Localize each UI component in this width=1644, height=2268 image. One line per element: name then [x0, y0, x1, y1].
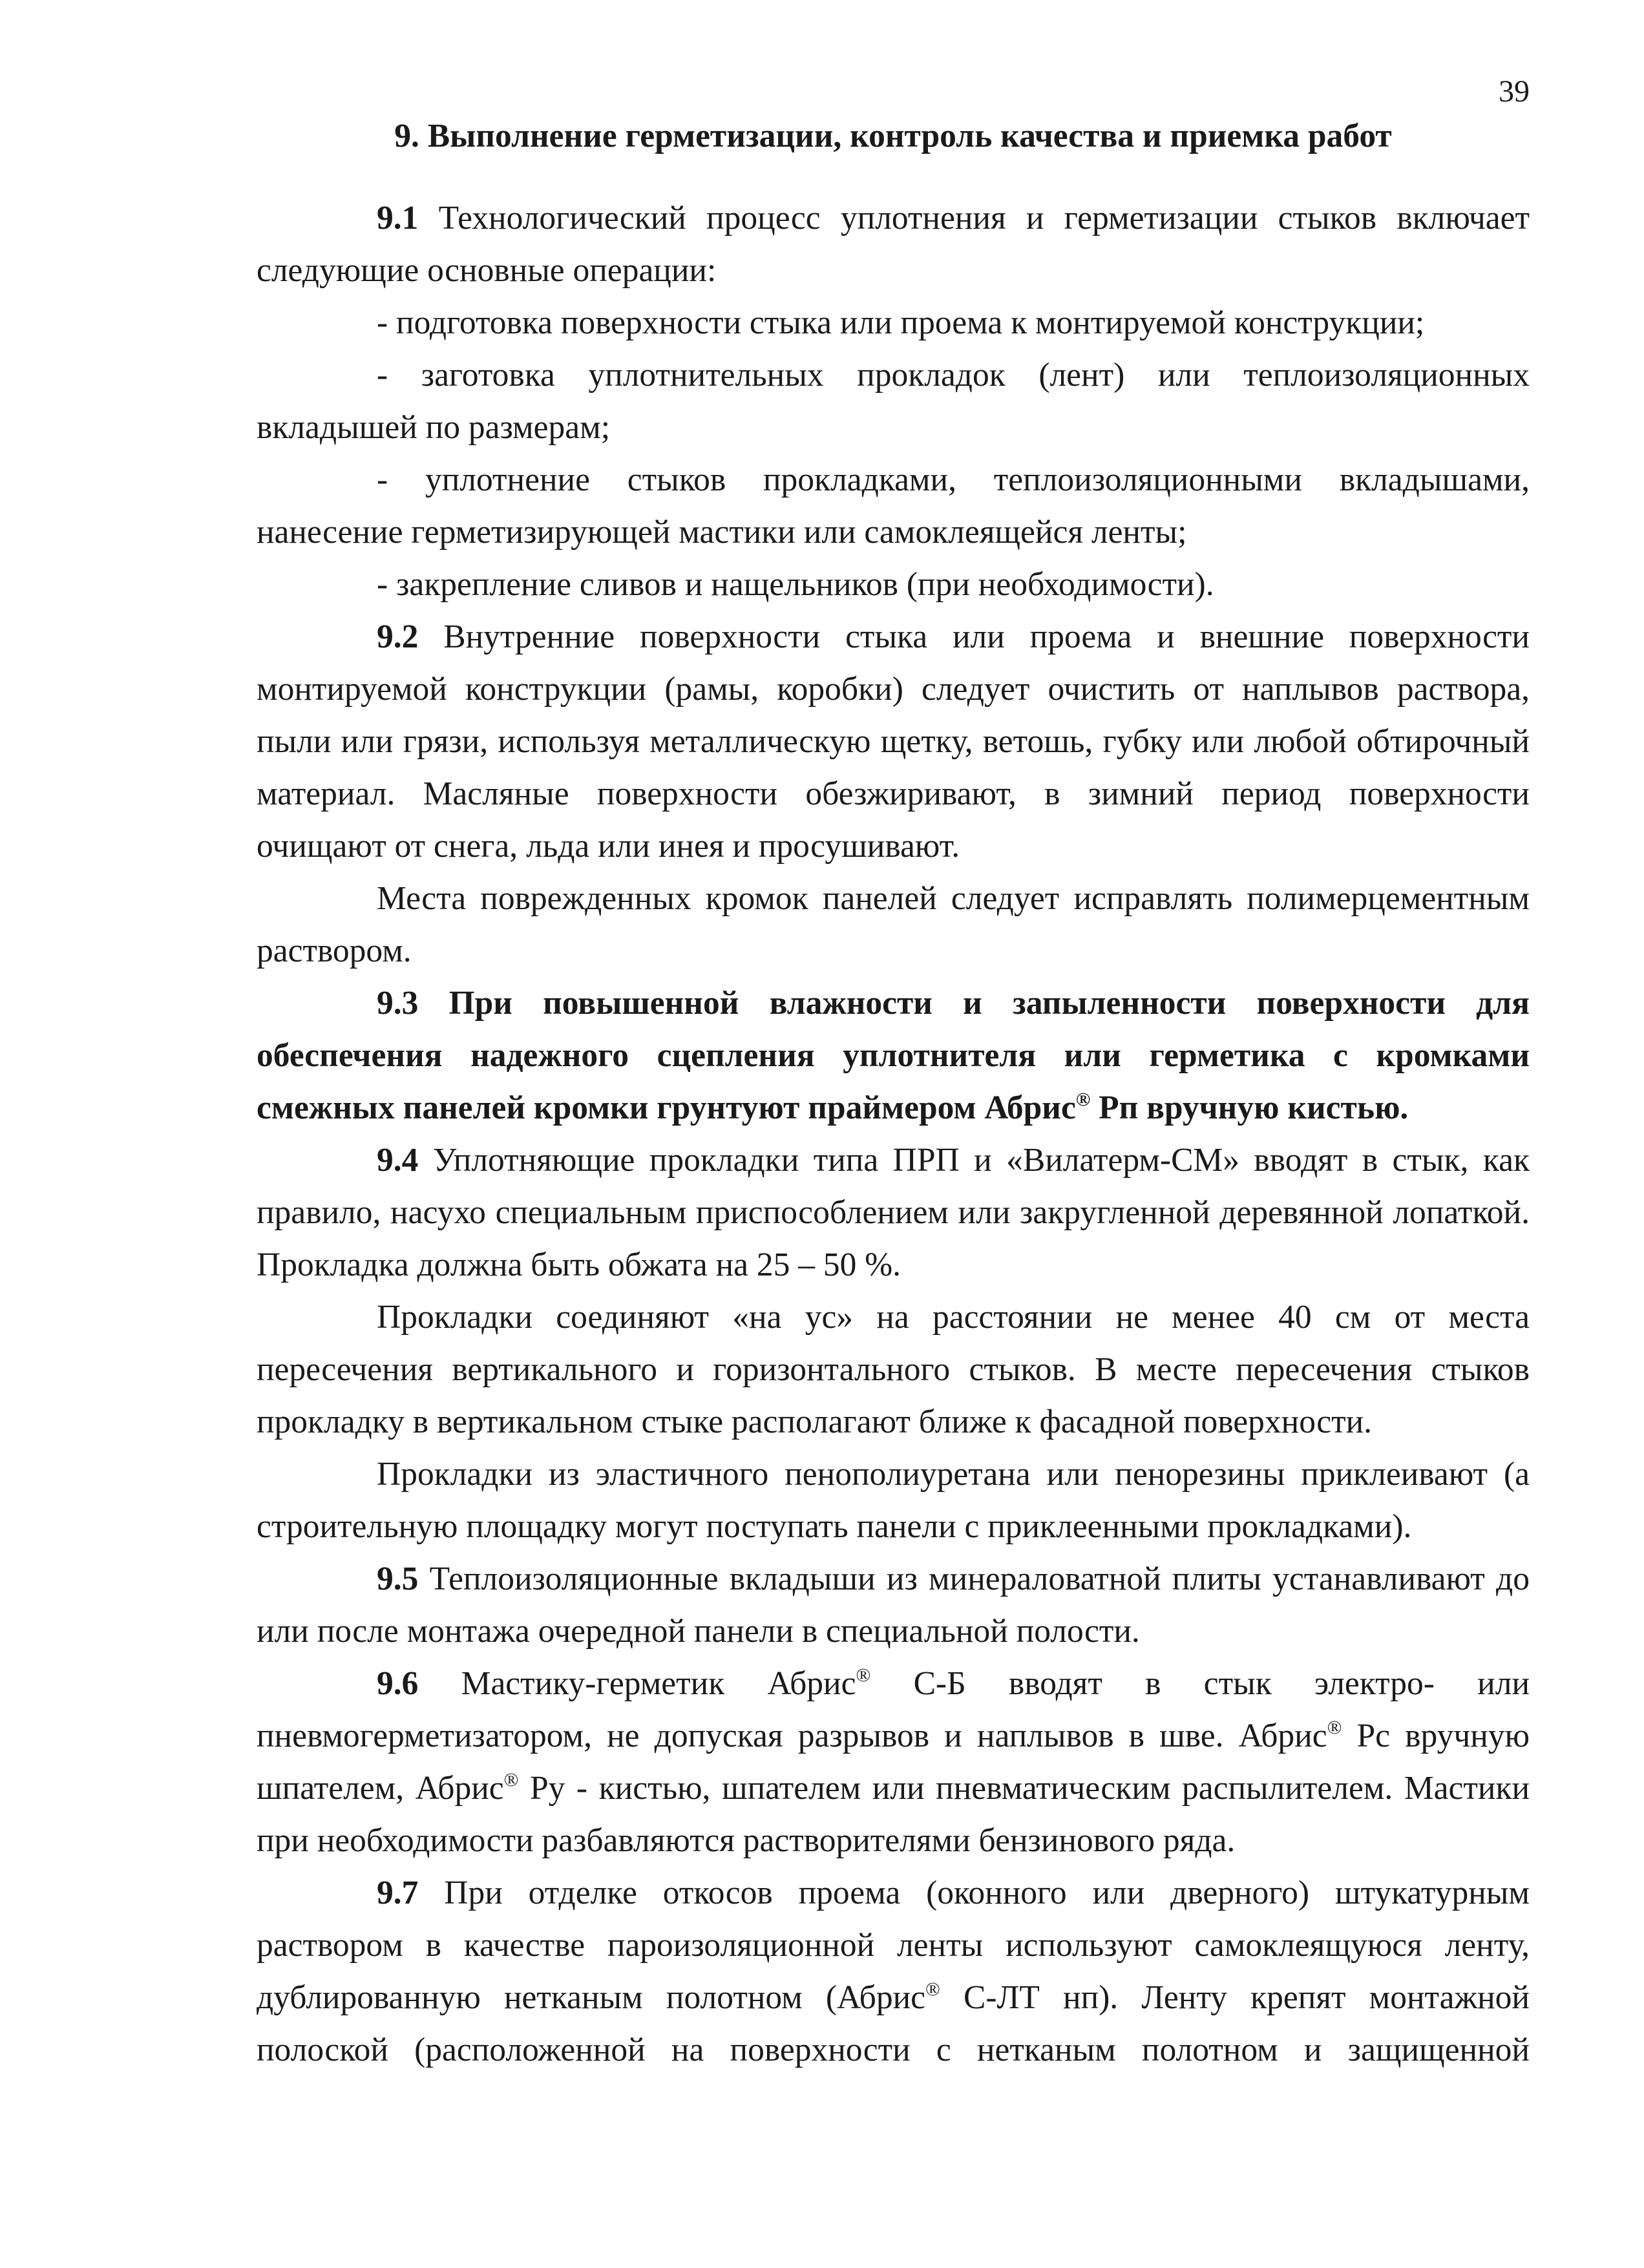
- registered-mark: ®: [1327, 1717, 1342, 1738]
- operation-item-2: - заготовка уплотнительных прокладок (лент) или теплоизоляционных вкладышей по размерам;: [257, 357, 1530, 446]
- registered-mark: ®: [856, 1664, 871, 1686]
- clause-text-2: С-ЛТ нп). Ленту крепят монтажной полоской (расположенной на поверхности с нетканым полотном и защищенной: [257, 1979, 1530, 2068]
- heading-spacer: [257, 162, 1530, 192]
- clause-text: Технологический процесс уплотнения и герметизации стыков включает следующие основные операции:: [257, 200, 1530, 289]
- clause-number: 9.4: [377, 1142, 419, 1179]
- clause-text: При отделке откосов проема (оконного или дверного) штукатурным раствором в качестве пароизоляционной ленты используют самоклеящуюся ленту, дублированную нетканым полотном (Абрис: [257, 1874, 1530, 2016]
- operation-item-4: - закрепление сливов и нащельников (при необходимости).: [377, 566, 1214, 603]
- section-heading: 9. Выполнение герметизации, контроль качества и приемка работ: [394, 118, 1392, 154]
- paragraph-9-2-continued: Места поврежденных кромок панелей следует исправлять полимерцементным раствором.: [257, 880, 1530, 969]
- clause-text-end: Рп вручную кистью.: [1090, 1089, 1409, 1126]
- clause-text: Уплотняющие прокладки типа ПРП и «Вилатерм-СМ» вводят в стык, как правило, насухо специальным приспособлением или закругленной деревянной лопаткой. Прокладка должна быть обжата на 25 – 50 %.: [257, 1142, 1530, 1283]
- clause-text-3: Рс вручную шпателем, Абрис: [257, 1717, 1530, 1807]
- clause-text: Мастику-герметик Абрис: [418, 1665, 856, 1702]
- clause-number: 9.6: [377, 1665, 419, 1702]
- registered-mark: ®: [503, 1769, 519, 1790]
- paragraph-9-7: [257, 1867, 1530, 2076]
- page-number: 39: [1499, 74, 1530, 109]
- registered-mark: ®: [925, 1979, 940, 2000]
- clause-text: Теплоизоляционные вкладыши из минераловатной плиты устанавливают до или после монтажа очередной панели в специальной полости.: [257, 1560, 1530, 1650]
- operation-item-1: - подготовка поверхности стыка или проема к монтируемой конструкции;: [377, 304, 1425, 341]
- paragraph-9-4-continued-2: Прокладки из эластичного пенополиуретана или пенорезины приклеивают (а строительную площадку могут поступать панели с приклеенными прокладками).: [257, 1456, 1530, 1545]
- clause-number: 9.5: [377, 1560, 419, 1597]
- paragraph-9-3: [257, 977, 1530, 1134]
- clause-text-4: Ру - кистью, шпателем или пневматическим распылителем. Мастики при необходимости разбавляются растворителями бензинового ряда.: [257, 1770, 1530, 1859]
- clause-text: При повышенной влажности и запыленности поверхности для обеспечения надежного сцепления уплотнителя или герметика с кромками смежных панелей кромки грунтуют праймером Абрис: [257, 985, 1530, 1126]
- paragraph-9-5: [257, 1553, 1530, 1657]
- clause-text: Внутренние поверхности стыка или проема и внешние поверхности монтируемой конструкции (рамы, коробки) следует очистить от наплывов раствора, пыли или грязи, используя металлическую щетку, ветошь, губку или любой обтирочный материал. Масляные поверхности обезжиривают, в зимний период поверхности очищают от снега, льда или инея и просушивают.: [257, 618, 1530, 865]
- clause-text-2: С-Б вводят в стык электро- или пневмогерметизатором, не допуская разрывов и наплывов в шве. Абрис: [257, 1665, 1530, 1754]
- paragraph-9-6: [257, 1657, 1530, 1867]
- paragraph-9-2: [257, 611, 1530, 872]
- page-content: [257, 110, 1530, 2076]
- clause-number: 9.3: [377, 985, 419, 1022]
- clause-number: 9.7: [377, 1874, 419, 1911]
- paragraph-9-4: [257, 1134, 1530, 1291]
- paragraph-9-1: [257, 192, 1530, 297]
- clause-number: 9.2: [377, 618, 419, 655]
- operation-item-3: - уплотнение стыков прокладками, теплоизоляционными вкладышами, нанесение герметизирующей мастики или самоклеящейся ленты;: [257, 461, 1530, 551]
- clause-number: 9.1: [377, 200, 419, 236]
- registered-mark: ®: [1075, 1089, 1091, 1110]
- paragraph-9-4-continued: Прокладки соединяют «на ус» на расстоянии не менее 40 см от места пересечения вертикального и горизонтального стыков. В месте пересечения стыков прокладку в вертикальном стыке располагают ближе к фасадной поверхности.: [257, 1299, 1530, 1440]
